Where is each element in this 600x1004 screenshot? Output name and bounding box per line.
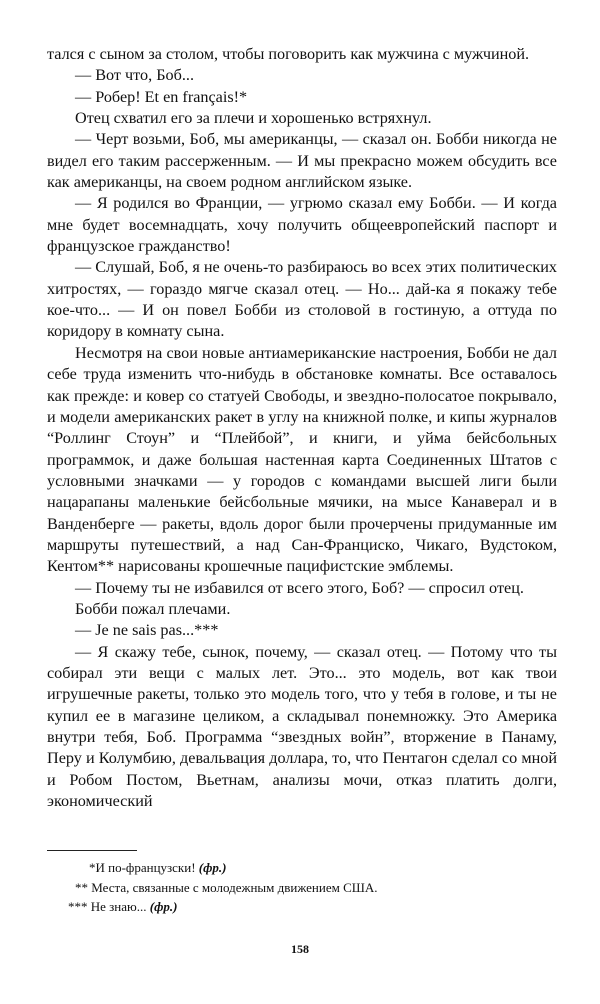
paragraph: — Je ne sais pas...*** <box>75 621 219 640</box>
paragraph: — Слушай, Боб, я не очень-то разбираюсь во всех этих политических хитростях, — гораздо мягче сказал отец. — Но... дай-ка я покажу тебе кое-что... — И он повел Бобби из столовой в гостиную, а оттуда по коридору в комнату сына. <box>47 258 557 341</box>
paragraph: — Я родился во Франции, — угрюмо сказал ему Бобби. — И когда мне будет восемнадцать, хочу получить общеевропейский паспорт и французское гражданство! <box>47 194 557 256</box>
footnote <box>47 897 557 917</box>
paragraph: Бобби пожал плечами. <box>75 599 231 618</box>
footnote-divider <box>47 850 137 851</box>
footnote-language-note: (фр.) <box>198 860 227 875</box>
footnote-text: *И по-французски! <box>89 860 196 875</box>
paragraph: тался с сыном за столом, чтобы поговорить как мужчина с мужчиной. <box>47 45 530 63</box>
body-text <box>47 44 557 812</box>
footnote <box>47 858 557 878</box>
footnote-language-note: (фр.) <box>149 899 178 914</box>
footnote <box>47 878 557 898</box>
footnote-text: ** Места, связанные с молодежным движением США. <box>75 879 378 895</box>
page-number: 158 <box>291 942 309 956</box>
footnotes <box>47 858 557 917</box>
paragraph: Несмотря на свои новые антиамериканские настроения, Бобби не дал себе труда изменить что-нибудь в обстановке комнаты. Все оставалось как прежде: и ковер со статуей Свободы, и звездно-полосатое покрывало, и модели американских ракет в углу на книжной полке, и кипы журналов “Роллинг Стоун” и “Плейбой”, и книги, и уйма бейсбольных программок, и даже большая настенная карта Соединенных Штатов с условными значками — у городов с командами высшей лиги были нацарапаны маленькие бейсбольные мячики, на мысе Канаверал и в Ванденберге — ракеты, вдоль дорог были прочерчены придуманные им маршруты путешествий, а над Сан-Франциско, Чикаго, Вудстоком, Кентом** нарисованы крошечные пацифистские эмблемы. <box>47 343 557 576</box>
paragraph: Отец схватил его за плечи и хорошенько встряхнул. <box>75 109 432 128</box>
paragraph: — Почему ты не избавился от всего этого, Боб? — спросил отец. <box>75 578 524 597</box>
paragraph: — Робер! Et en français!* <box>75 87 248 106</box>
footnote-text: *** Не знаю... <box>68 899 147 914</box>
paragraph: — Я скажу тебе, сынок, почему, — сказал отец. — Потому что ты собирал эти вещи с малых лет. Это... это модель, вот как твои игрушечные ракеты, только это модель того, что у тебя в голове, и ты не купил ее в магазине целиком, а складывал понемножку. Это Америка внутри тебя, Боб. Программа “звездных войн”, вторжение в Панаму, Перу и Колумбию, девальвация доллара, то, что Пентагон сделал со мной и Робом Постом, Вьетнам, анализы мочи, отказ платить долги, экономический <box>47 642 557 811</box>
paragraph: — Вот что, Боб... <box>75 66 194 85</box>
paragraph: — Черт возьми, Боб, мы американцы, — сказал он. Бобби никогда не видел его таким рассерженным. — И мы прекрасно можем обсудить все как американцы, на своем родном английском языке. <box>47 130 557 192</box>
